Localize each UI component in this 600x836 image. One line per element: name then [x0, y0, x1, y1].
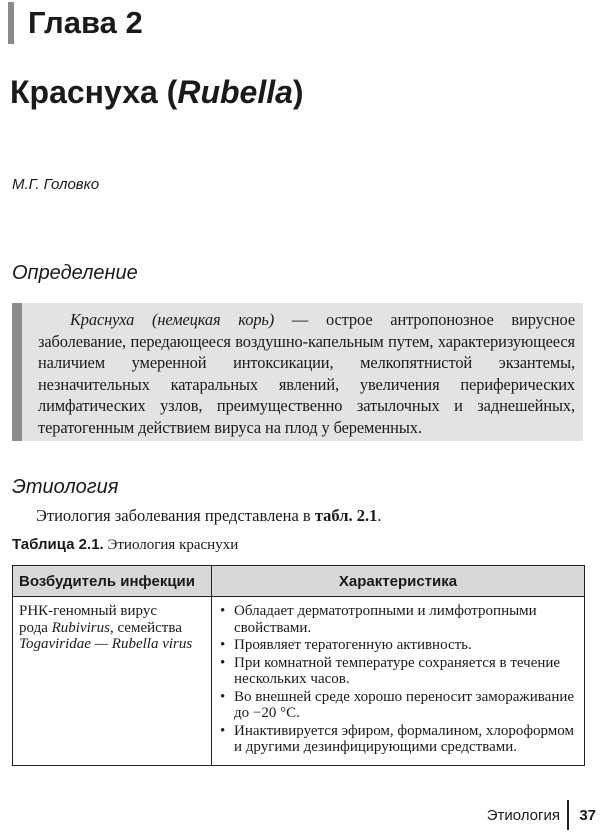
header-characteristic: Характеристика	[212, 566, 585, 597]
etiology-table	[12, 565, 585, 766]
list-item: • Во внешней среде хорошо переносит замораживание до −20 °С.	[218, 689, 578, 722]
title-main: Краснуха (	[10, 74, 178, 110]
author-name: М.Г. Головко	[12, 176, 100, 193]
table-row	[13, 597, 585, 766]
definition-text: — острое антропонозное вирусное заболевание, передающееся воздушно-капельным путем, характеризующееся наличием умеренной интоксикации, мелкопятнистой экзантемы, незначительных катаральных явлений, увеличения периферических лимфатических узлов, преимущественно затылочных и заднешейных, тератогенным действием вируса на плод у беременных.	[38, 310, 575, 437]
etiology-intro	[36, 505, 381, 527]
intro-end: .	[377, 506, 382, 525]
pathogen-genus: Rubivirus	[51, 619, 110, 636]
pathogen-species: Rubella virus	[111, 636, 193, 652]
pathogen-family: Togaviridae	[19, 636, 91, 652]
page-title	[10, 72, 304, 112]
chapter-heading	[8, 2, 143, 44]
page-number: 37	[579, 807, 596, 824]
header-pathogen: Возбудитель инфекции	[13, 566, 212, 597]
etiology-heading: Этиология	[12, 476, 119, 498]
title-close: )	[292, 74, 304, 110]
characteristics-list	[218, 603, 578, 756]
pathogen-line2-suffix: , семейства	[109, 619, 182, 636]
pathogen-cell	[13, 597, 212, 766]
table-header-row	[13, 566, 585, 597]
intro-text: Этиология заболевания представлена в	[36, 506, 315, 525]
definition-term: Краснуха (немецкая корь)	[70, 310, 275, 329]
table-caption	[12, 535, 238, 555]
pathogen-line1: РНК-геномный вирус	[19, 603, 157, 619]
definition-box	[12, 303, 583, 441]
table-reference: табл. 2.1	[314, 506, 378, 525]
definition-paragraph	[38, 309, 575, 438]
pathogen-dash: —	[90, 636, 112, 652]
list-item: • Обладает дерматотропными и лимфотропными свойствами.	[218, 603, 578, 636]
title-latin: Rubella	[177, 74, 293, 110]
footer-divider	[567, 800, 569, 830]
list-item: • При комнатной температуре сохраняется в течение нескольких часов.	[218, 655, 578, 688]
definition-heading: Определение	[12, 262, 138, 284]
characteristics-cell	[212, 597, 585, 766]
table-caption-text: Этиология краснухи	[103, 537, 239, 553]
footer-section-label: Этиология	[486, 807, 560, 824]
table-caption-label: Таблица 2.1.	[12, 536, 104, 553]
list-item: • Проявляет тератогенную активность.	[218, 637, 578, 654]
pathogen-line2-prefix: рода	[19, 619, 52, 636]
list-item: • Инактивируется эфиром, формалином, хлороформом и другими дезинфицирующими средствами.	[218, 723, 578, 756]
chapter-label: Глава 2	[28, 5, 143, 40]
